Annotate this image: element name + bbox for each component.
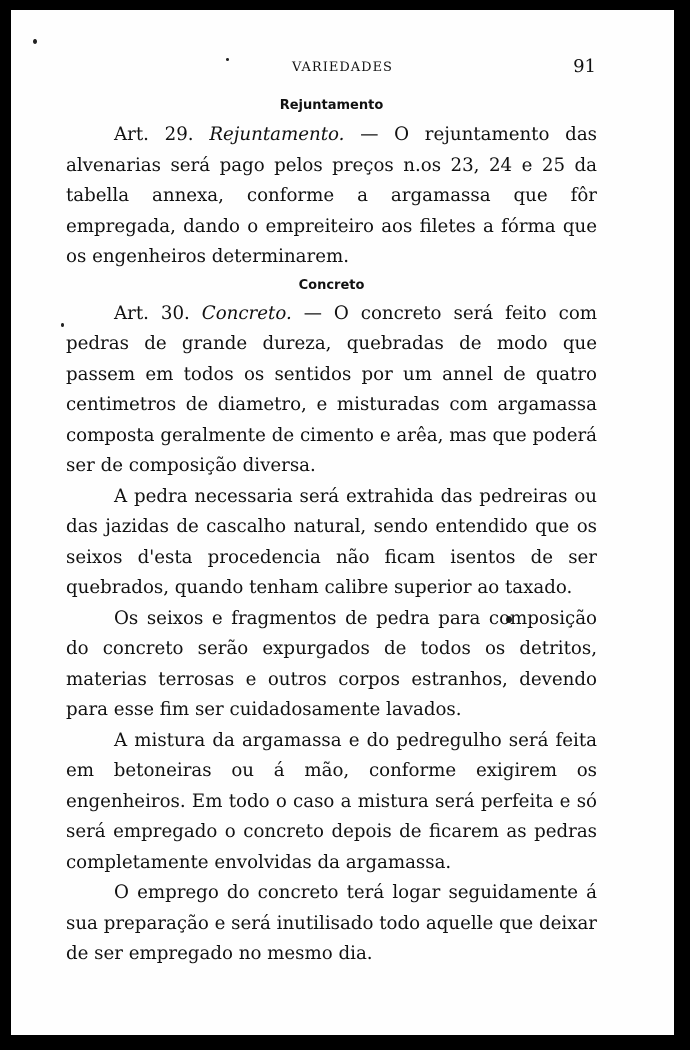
paragraph: Os seixos e fragmentos de pedra para composição do concreto serão expurgados de todos os detritos, materias terrosas e outros corpos estranhos, devendo para esse fim ser cuidadosamente lavados. [66, 607, 597, 720]
paragraph: A mistura da argamassa e do pedregulho será feita em betoneiras ou á mão, conforme exigirem os engenheiros. Em todo o caso a mistura será perfeita e só será empregado o concreto depois de ficarem as pedras completamente envolvidas da argamassa. [66, 729, 597, 873]
book-page [11, 10, 674, 1035]
article-text: — O concreto será feito com pedras de grande dureza, quebradas de modo que passem em todos os sentidos por um annel de quatro centimetros de diametro, e misturadas com argamassa composta geralmente de cimento e arêa, mas que poderá ser de composição diversa. [66, 302, 598, 476]
running-head [11, 56, 674, 84]
page-number: 91 [573, 56, 596, 77]
article-29-paragraph [66, 120, 597, 273]
section-heading-rejuntamento: Rejuntamento [279, 98, 384, 113]
article-text: — O rejuntamento das alvenarias será pago pelos preços n.os 23, 24 e 25 da tabella annexa, conforme a argamassa que fôr empregada, dando o empreiteiro aos filetes a fórma que os engenheiros determinarem. [66, 124, 597, 267]
paragraph: A pedra necessaria será extrahida das pedreiras ou das jazidas de cascalho natural, sendo entendido que os seixos d'esta procedencia não ficam isentos de ser quebrados, quando tenham calibre superior ao taxado. [66, 485, 597, 598]
paragraph: O emprego do concreto terá logar seguidamente á sua preparação e será inutilisado todo aquelle que deixar de ser empregado no mesmo dia. [66, 882, 597, 964]
running-title: VARIEDADES [292, 60, 393, 75]
section-heading-concreto: Concreto [298, 277, 365, 293]
article-label: Art. 30. [114, 302, 202, 324]
article-label: Art. 29. [114, 124, 210, 145]
article-title: Concreto. [201, 302, 292, 324]
body-text [66, 96, 597, 970]
ink-speck [33, 39, 37, 44]
article-30-paragraph [66, 299, 597, 482]
ink-speck [61, 323, 64, 327]
article-title: Rejuntamento. [209, 124, 345, 145]
